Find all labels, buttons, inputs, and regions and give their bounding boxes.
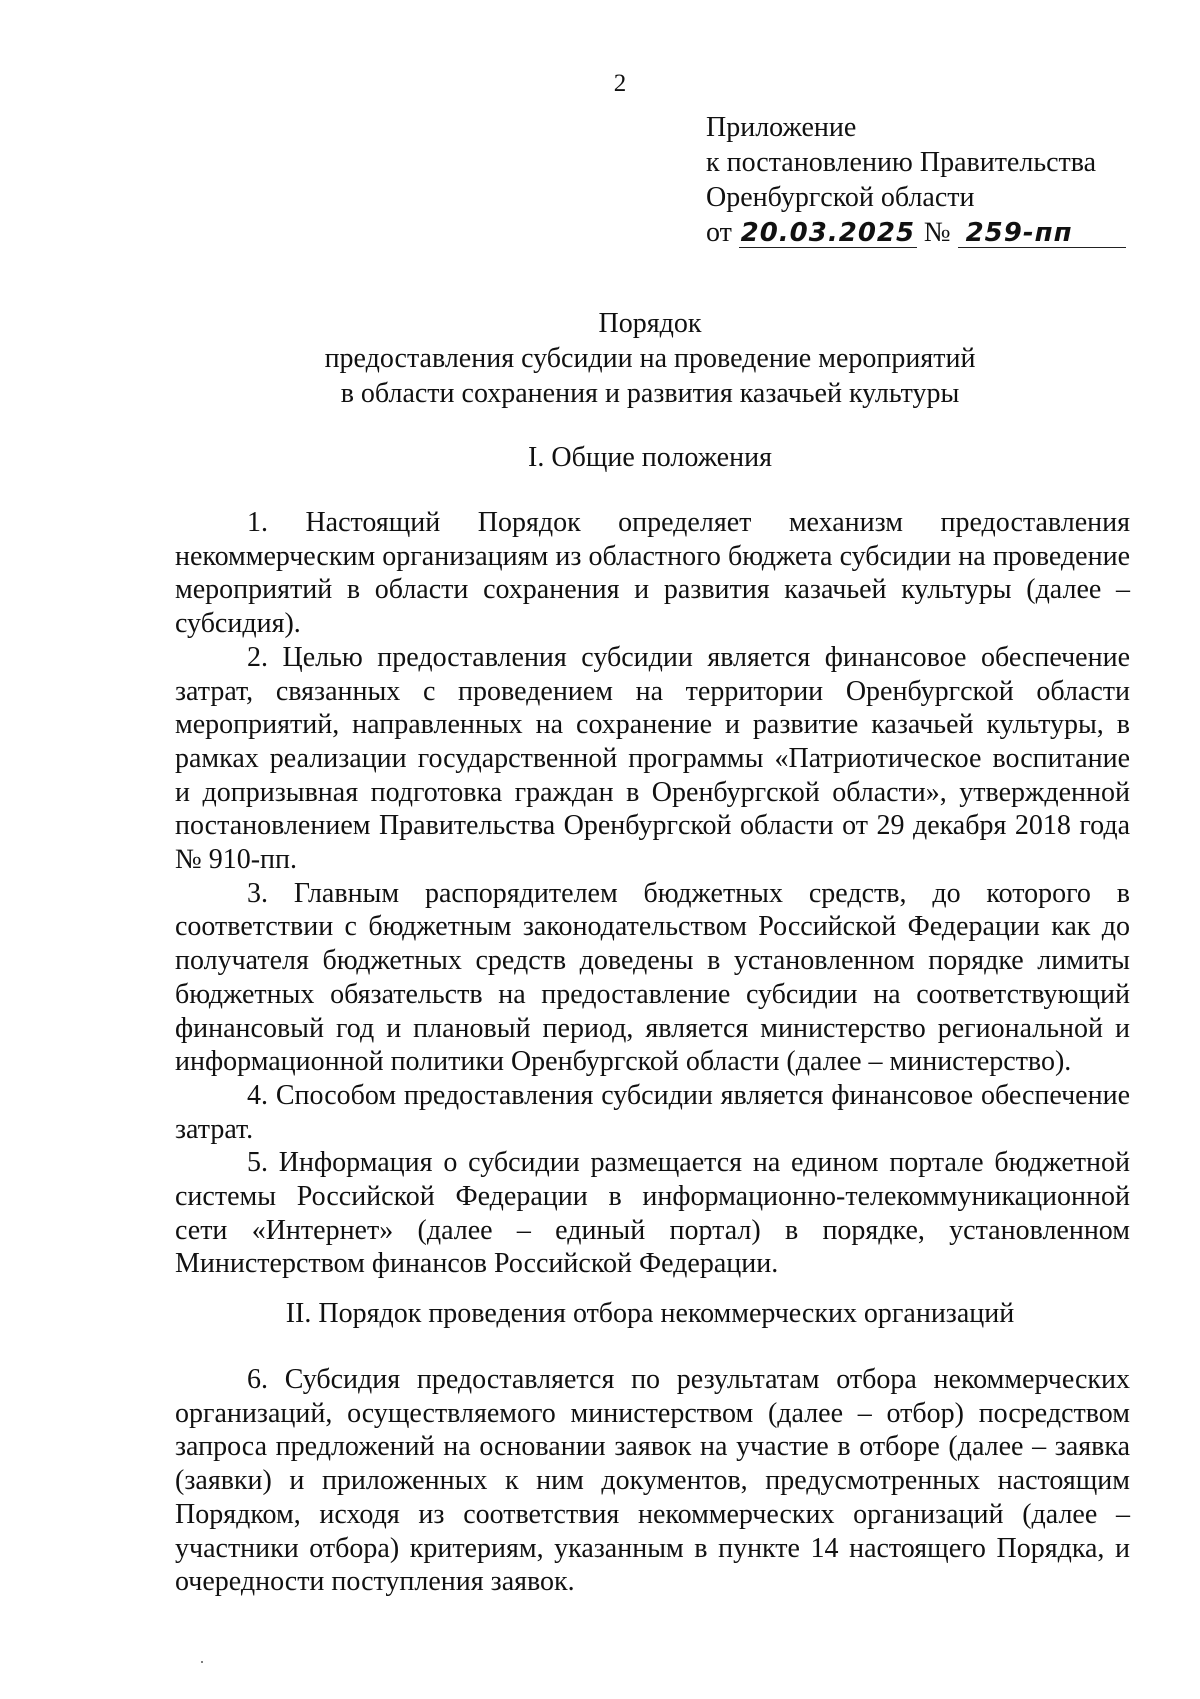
from-label: от xyxy=(706,217,732,248)
appendix-line-2: к постановлению Правительства xyxy=(706,147,1097,178)
resolution-date: 20.03.2025 xyxy=(740,218,916,248)
paragraph-1: 1. Настоящий Порядок определяет механизм предоставления некоммерческим организациям из областного бюджета субсидии на проведение мероприятий в области сохранения и развития казачьей культуры (далее – субсидия). xyxy=(175,507,1130,640)
paragraph-6: 6. Субсидия предоставляется по результатам отбора некоммерческих организаций, осуществляемого министерством (далее – отбор) посредством запроса предложений на основании заявок на участие в отборе (далее – заявка (заявки) и приложенных к ним документов, предусмотренных настоящим Порядком, исходя из соответствия некоммерческих организаций (далее – участники отбора) критериям, указанным в пункте 14 настоящего Порядка, и очередности поступления заявок. xyxy=(175,1364,1130,1598)
title-line-1: Порядок xyxy=(598,308,702,339)
paragraph-3: 3. Главным распорядителем бюджетных средств, до которого в соответствии с бюджетным законодательством Российской Федерации как до получателя бюджетных средств доведены в установленном порядке лимиты бюджетных обязательств на предоставление субсидии на соответствующий финансовый год и плановый период, является министерство региональной и информационной политики Оренбургской области (далее – министерство). xyxy=(175,877,1130,1078)
appendix-date-line xyxy=(706,215,1126,250)
paragraph-2: 2. Целью предоставления субсидии является финансовое обеспечение затрат, связанных с проведением на территории Оренбургской области мероприятий, направленных на сохранение и развитие казачьей культуры, в рамках реализации государственной программы «Патриотическое воспитание и допризывная подготовка граждан в Оренбургской области», утвержденной постановлением Правительства Оренбургской области от 29 декабря 2018 года № 910-пп. xyxy=(175,641,1130,876)
appendix-line-3: Оренбургской области xyxy=(706,182,975,213)
document-title xyxy=(175,306,1125,411)
appendix-line-1: Приложение xyxy=(706,112,857,143)
title-line-3: в области сохранения и развития казачьей культуры xyxy=(340,378,960,409)
scan-speck xyxy=(201,1661,203,1663)
appendix-block xyxy=(706,110,1126,250)
section-2-heading: II. Порядок проведения отбора некоммерческих организаций xyxy=(285,1298,1015,1329)
title-line-2: предоставления субсидии на проведение мероприятий xyxy=(324,343,976,374)
section-2-body xyxy=(175,1363,1130,1599)
paragraph-4: 4. Способом предоставления субсидии является финансовое обеспечение затрат. xyxy=(175,1079,1130,1145)
page-number: 2 xyxy=(613,70,627,97)
section-1-body xyxy=(175,506,1130,1281)
section-1-heading: I. Общие положения xyxy=(528,442,772,473)
resolution-number: 259-пп xyxy=(958,219,1126,248)
paragraph-5: 5. Информация о субсидии размещается на едином портале бюджетной системы Российской Федерации в информационно-телекоммуникационной сети «Интернет» (далее – единый портал) в порядке, установленном Министерством финансов Российской Федерации. xyxy=(175,1147,1130,1280)
number-label: № xyxy=(923,217,951,248)
